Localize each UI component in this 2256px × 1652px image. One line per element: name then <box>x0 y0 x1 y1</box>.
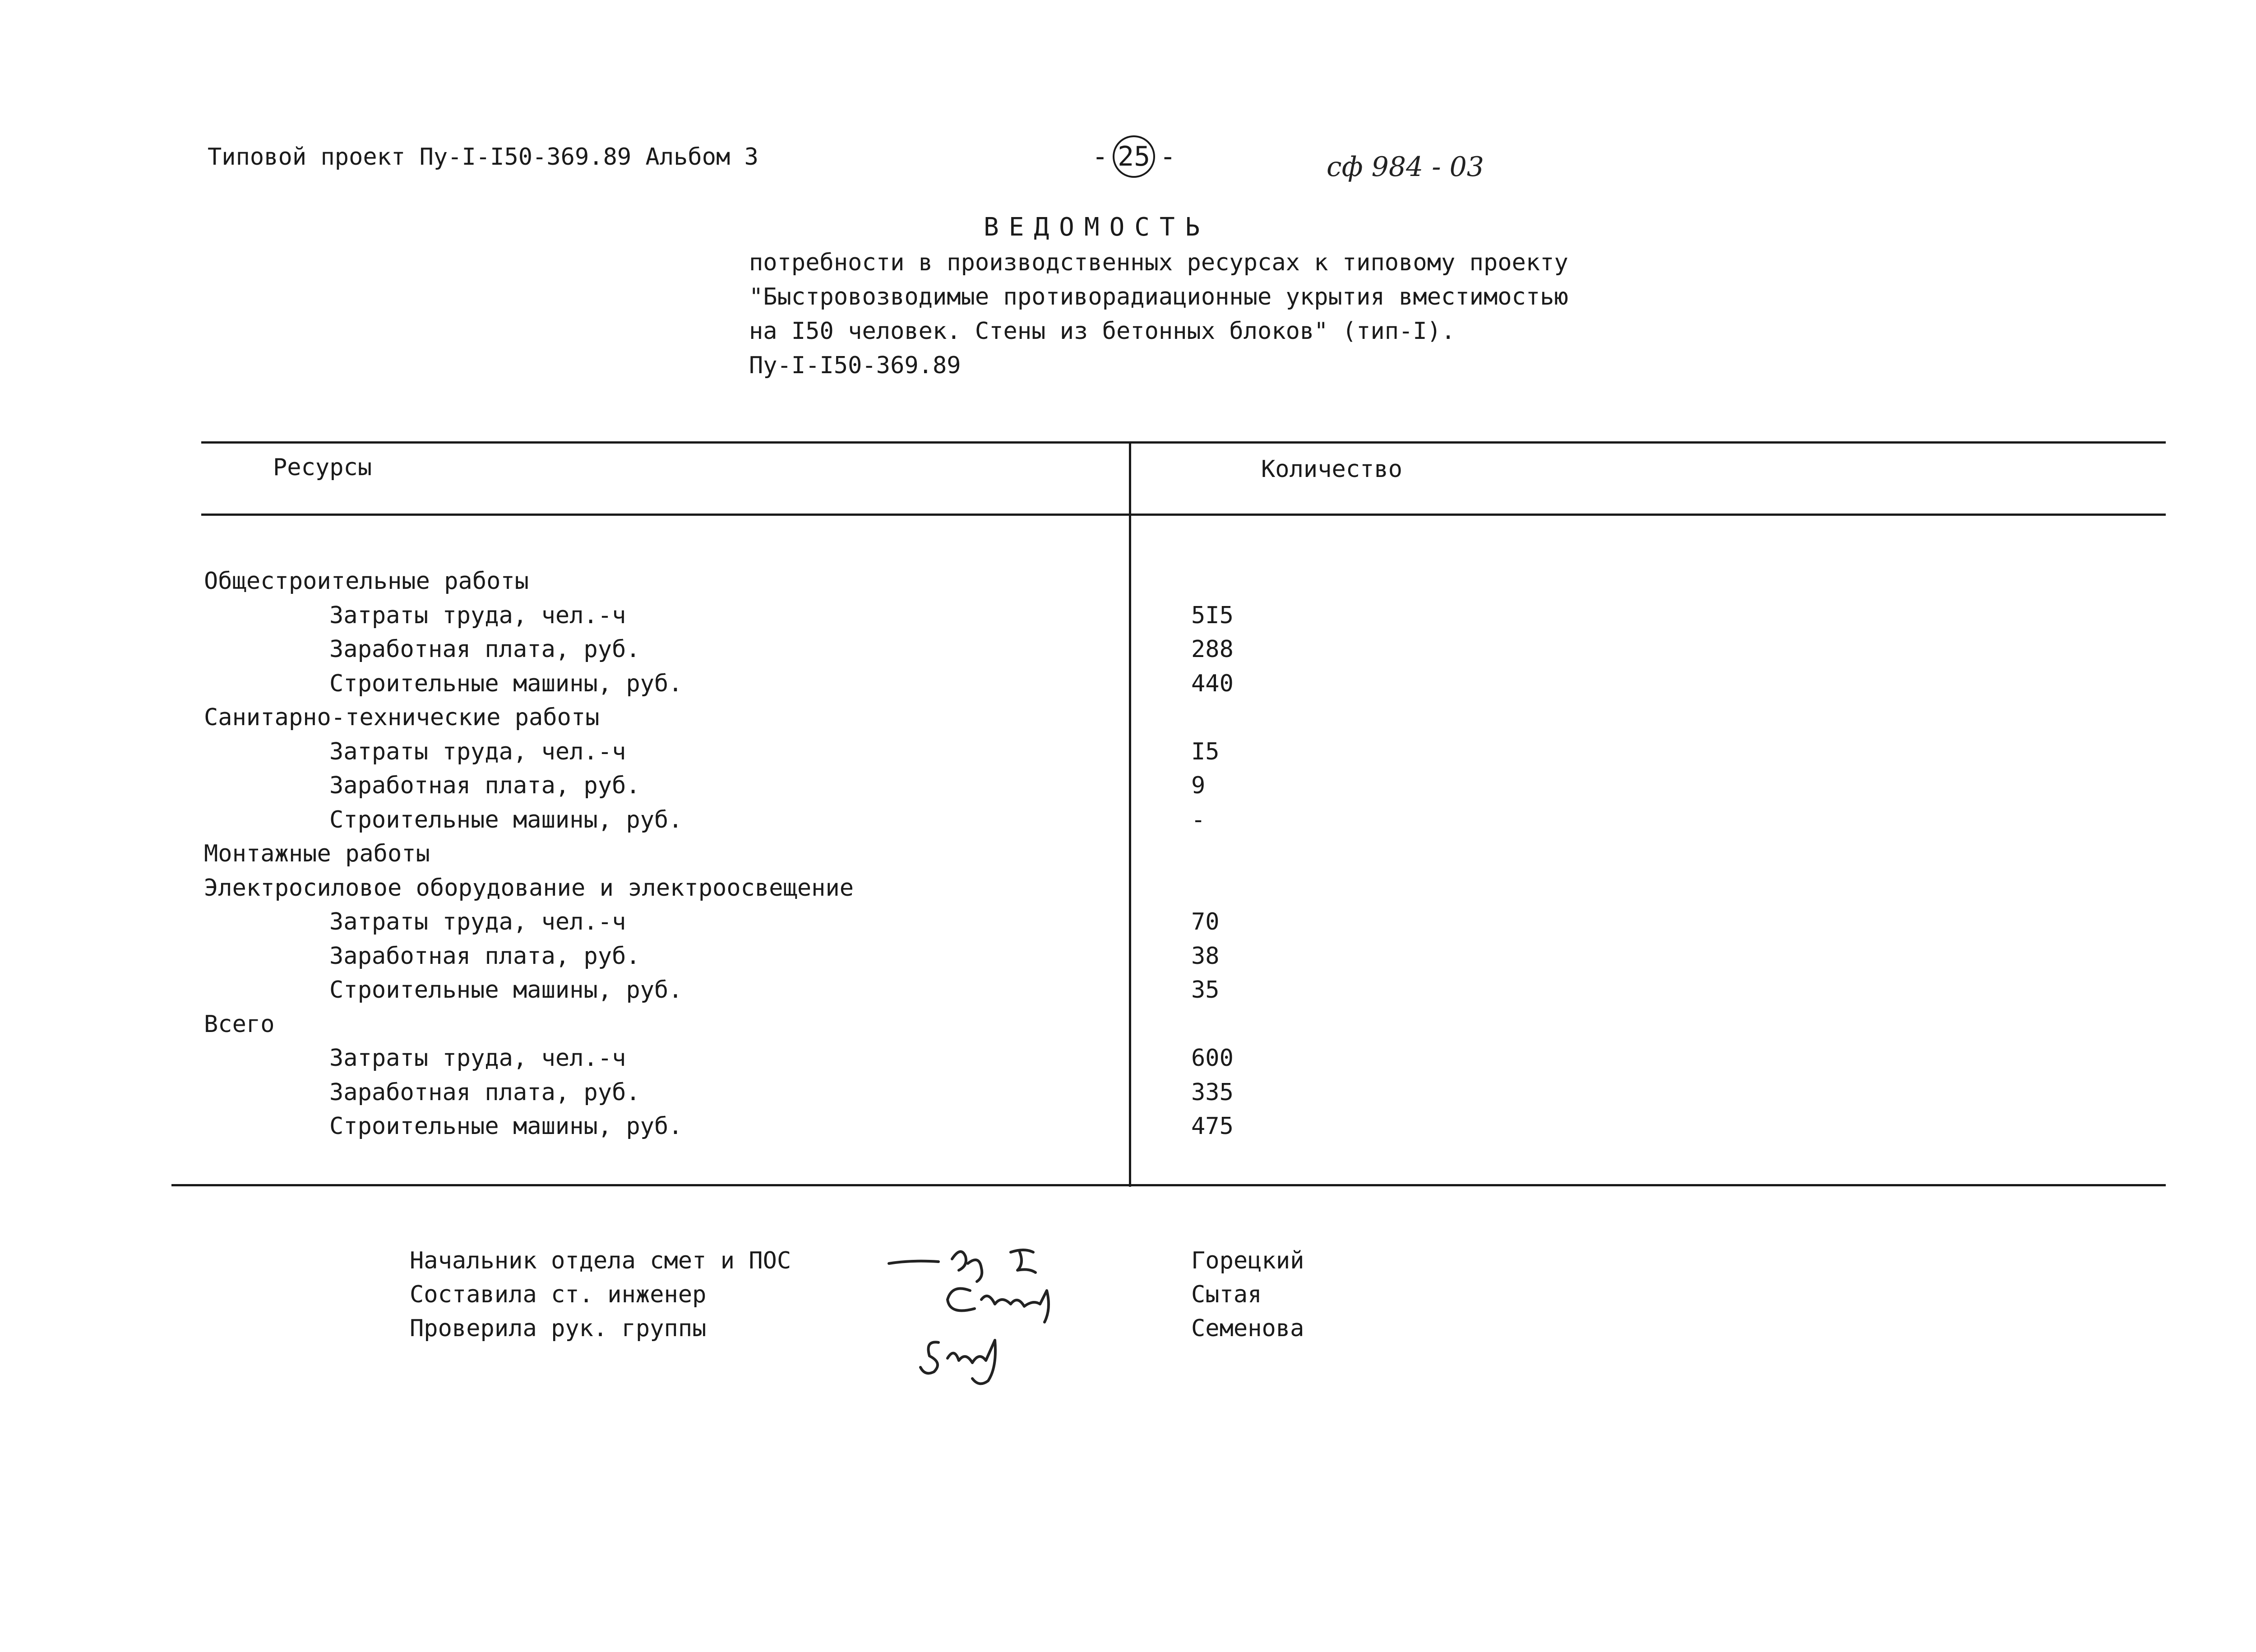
section-label: Монтажные работы <box>204 840 430 867</box>
resource-item-label: Строительные машины, руб. <box>329 806 683 833</box>
resource-item-label: Заработная плата, руб. <box>329 636 640 663</box>
quantity-value: 9 <box>1191 772 1206 799</box>
table-header-rule <box>201 514 2166 516</box>
document-code: сф 984 - 03 <box>1327 151 1484 183</box>
section-label: Санитарно-технические работы <box>204 704 600 731</box>
quantity-value: 600 <box>1191 1045 1234 1072</box>
signature-stroke <box>1011 1250 1036 1273</box>
signature-role: Начальник отдела смет и ПОС <box>410 1247 791 1274</box>
quantity-value: 35 <box>1191 976 1220 1004</box>
quantity-value: 475 <box>1191 1113 1234 1140</box>
table-top-rule <box>201 441 2166 444</box>
signature-name: Семенова <box>1191 1315 1304 1342</box>
table-column-divider <box>1129 442 1131 1187</box>
quantity-value: I5 <box>1191 738 1220 765</box>
quantity-value: 335 <box>1191 1079 1234 1106</box>
heading-line: Пу-I-I50-369.89 <box>749 352 961 379</box>
resource-item-label: Строительные машины, руб. <box>329 670 683 697</box>
quantity-value: 38 <box>1191 943 1220 970</box>
quantity-value: - <box>1191 806 1206 833</box>
resource-item-label: Строительные машины, руб. <box>329 976 683 1004</box>
section-label: Всего <box>204 1011 275 1038</box>
page-number-dash-right: - <box>1160 141 1176 172</box>
resource-item-label: Заработная плата, руб. <box>329 943 640 970</box>
resource-item-label: Затраты труда, чел.-ч <box>329 602 626 629</box>
signature-stroke <box>948 1289 1049 1323</box>
page-number-dash-left: - <box>1092 141 1109 172</box>
resource-item-label: Затраты труда, чел.-ч <box>329 738 626 765</box>
column-header-quantity: Количество <box>1261 456 1403 483</box>
signature-stroke <box>952 1252 982 1282</box>
project-header: Типовой проект Пу-I-I50-369.89 Альбом 3 <box>208 143 758 171</box>
section-label: Электросиловое оборудование и электроосвещение <box>204 875 854 902</box>
signature-role: Составила ст. инженер <box>410 1281 707 1308</box>
resource-item-label: Строительные машины, руб. <box>329 1113 683 1140</box>
handwritten-signatures <box>875 1232 1110 1394</box>
signature-role: Проверила рук. группы <box>410 1315 707 1342</box>
resource-item-label: Затраты труда, чел.-ч <box>329 908 626 935</box>
page-number <box>1092 135 1176 178</box>
quantity-value: 70 <box>1191 908 1220 935</box>
section-label: Общестроительные работы <box>204 568 529 595</box>
signature-name: Горецкий <box>1191 1247 1304 1274</box>
heading-line: на I50 человек. Стены из бетонных блоков" (тип-I). <box>749 318 1456 345</box>
column-header-resources: Ресурсы <box>273 454 372 481</box>
quantity-value: 440 <box>1191 670 1234 697</box>
signature-stroke <box>920 1340 995 1384</box>
quantity-value: 288 <box>1191 636 1234 663</box>
heading-line: "Быстровозводимые противорадиационные укрытия вместимостью <box>749 283 1568 310</box>
heading-line: потребности в производственных ресурсах к типовому проекту <box>749 249 1568 276</box>
page-number-circle: 25 <box>1113 135 1155 178</box>
table-bottom-rule <box>171 1184 2166 1186</box>
signature-stroke <box>889 1261 938 1263</box>
signature-name: Сытая <box>1191 1281 1262 1308</box>
resource-item-label: Заработная плата, руб. <box>329 772 640 799</box>
quantity-value: 5I5 <box>1191 602 1234 629</box>
document-title: ВЕДОМОСТЬ <box>984 213 1210 242</box>
resource-item-label: Заработная плата, руб. <box>329 1079 640 1106</box>
resource-item-label: Затраты труда, чел.-ч <box>329 1045 626 1072</box>
